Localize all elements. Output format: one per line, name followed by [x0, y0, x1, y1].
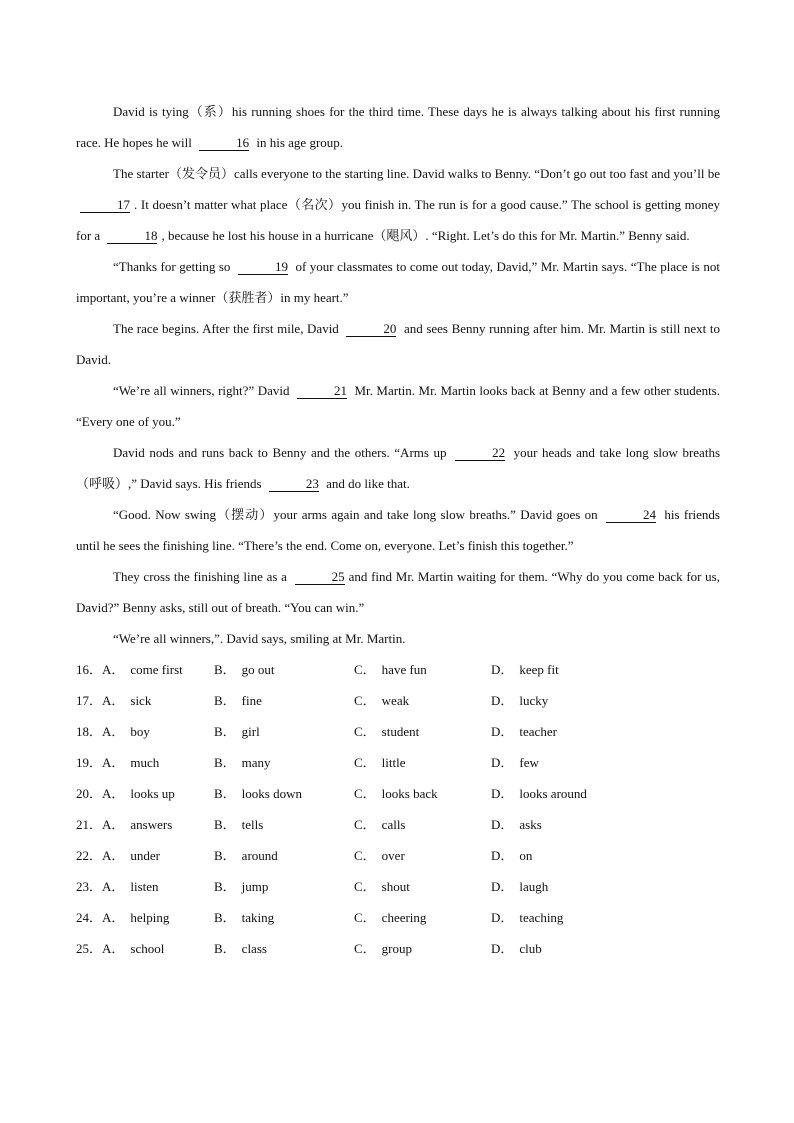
option-text: weak	[381, 693, 410, 708]
question-row	[76, 685, 720, 716]
option-letter: C．	[354, 786, 376, 801]
passage-text: David nods and runs back to Benny and the others. “Arms up	[113, 445, 452, 460]
option-d	[491, 685, 611, 716]
option-letter: A．	[102, 786, 125, 801]
option-letter: C．	[354, 941, 376, 956]
passage-paragraph	[76, 437, 720, 499]
option-text: shout	[381, 879, 410, 894]
option-a	[102, 654, 214, 685]
question-number: 19．	[76, 755, 103, 770]
passage-text: Mr. Martin. Mr. Martin looks back at Benny and a few other students. “Every one of you.”	[76, 383, 720, 429]
document-page	[76, 96, 720, 964]
blank-number: 25	[295, 570, 345, 585]
option-a	[102, 933, 214, 964]
option-letter: D．	[491, 724, 514, 739]
option-letter: D．	[491, 941, 514, 956]
option-b	[214, 654, 354, 685]
option-text: looks around	[519, 786, 587, 801]
blank-number: 16	[199, 136, 249, 151]
option-c	[354, 902, 491, 933]
option-text: looks down	[241, 786, 302, 801]
blank-number: 23	[269, 477, 319, 492]
passage-text: The race begins. After the first mile, David	[113, 321, 343, 336]
option-text: few	[519, 755, 539, 770]
option-text: asks	[519, 817, 542, 832]
option-letter: D．	[491, 848, 514, 863]
option-a	[102, 871, 214, 902]
blank-number: 18	[107, 229, 157, 244]
blank-number: 19	[238, 260, 288, 275]
option-letter: D．	[491, 755, 514, 770]
option-letter: A．	[102, 910, 125, 925]
option-c	[354, 809, 491, 840]
passage-text: “Good. Now swing（摆动）your arms again and take long slow breaths.” David goes on	[113, 507, 602, 522]
blank-number: 24	[606, 508, 656, 523]
option-a	[102, 840, 214, 871]
passage-text: your heads and take long slow breaths（呼吸）,” David says. His friends	[76, 445, 720, 491]
option-letter: A．	[102, 662, 125, 677]
option-a	[102, 716, 214, 747]
question-number: 24．	[76, 910, 103, 925]
option-c	[354, 747, 491, 778]
passage-text: and find Mr. Martin waiting for them. “Why do you come back for us, David?” Benny asks, still out of breath. “You can win.”	[76, 569, 720, 615]
option-text: lucky	[519, 693, 549, 708]
option-text: jump	[241, 879, 269, 894]
question-row	[76, 933, 720, 964]
passage-text: in his age group.	[253, 135, 344, 150]
question-row	[76, 747, 720, 778]
option-text: looks back	[381, 786, 438, 801]
option-letter: A．	[102, 817, 125, 832]
option-text: answers	[130, 817, 173, 832]
option-text: class	[241, 941, 267, 956]
passage-paragraph	[76, 313, 720, 375]
option-letter: D．	[491, 786, 514, 801]
option-text: have fun	[381, 662, 427, 677]
question-list	[76, 654, 720, 964]
option-text: on	[519, 848, 533, 863]
option-text: club	[519, 941, 542, 956]
passage-text: , because he lost his house in a hurricane（飓风）. “Right. Let’s do this for Mr. Martin.” Benny said.	[161, 228, 690, 243]
option-b	[214, 840, 354, 871]
option-letter: A．	[102, 724, 125, 739]
question-row	[76, 778, 720, 809]
option-text: around	[241, 848, 278, 863]
option-text: group	[381, 941, 413, 956]
option-text: girl	[241, 724, 260, 739]
option-b	[214, 778, 354, 809]
option-letter: A．	[102, 941, 125, 956]
question-row	[76, 654, 720, 685]
option-letter: D．	[491, 817, 514, 832]
option-letter: B．	[214, 817, 236, 832]
reading-passage	[76, 96, 720, 654]
option-text: many	[241, 755, 271, 770]
option-d	[491, 902, 611, 933]
passage-paragraph	[76, 499, 720, 561]
option-letter: B．	[214, 848, 236, 863]
option-letter: C．	[354, 848, 376, 863]
option-letter: D．	[491, 693, 514, 708]
option-letter: B．	[214, 786, 236, 801]
passage-text: and sees Benny running after him. Mr. Martin is still next to David.	[76, 321, 720, 367]
option-text: fine	[241, 693, 262, 708]
question-number: 25．	[76, 941, 103, 956]
option-text: sick	[130, 693, 152, 708]
option-letter: A．	[102, 693, 125, 708]
passage-text: “We’re all winners, right?” David	[113, 383, 293, 398]
option-text: come first	[130, 662, 183, 677]
option-letter: C．	[354, 693, 376, 708]
option-letter: B．	[214, 755, 236, 770]
passage-text: . It doesn’t matter what place（名次）you finish in. The run is for a good cause.” The school is getting money for a	[76, 197, 720, 243]
option-text: looks up	[130, 786, 175, 801]
question-row	[76, 840, 720, 871]
option-b	[214, 716, 354, 747]
question-number: 21．	[76, 817, 103, 832]
passage-text: “We’re all winners,”. David says, smiling at Mr. Martin.	[113, 631, 406, 646]
option-a	[102, 902, 214, 933]
option-a	[102, 747, 214, 778]
option-text: school	[130, 941, 165, 956]
question-row	[76, 809, 720, 840]
option-letter: D．	[491, 879, 514, 894]
option-d	[491, 778, 611, 809]
question-row	[76, 871, 720, 902]
question-number: 23．	[76, 879, 103, 894]
option-d	[491, 840, 611, 871]
passage-paragraph	[76, 158, 720, 251]
option-text: listen	[130, 879, 159, 894]
option-letter: B．	[214, 693, 236, 708]
option-text: keep fit	[519, 662, 559, 677]
passage-paragraph	[76, 96, 720, 158]
blank-number: 20	[346, 322, 396, 337]
option-text: over	[381, 848, 405, 863]
option-text: under	[130, 848, 160, 863]
option-a	[102, 809, 214, 840]
question-number: 17．	[76, 693, 103, 708]
passage-text: his friends until he sees the finishing line. “There’s the end. Come on, everyone. Let’s finish this together.”	[76, 507, 720, 553]
question-row	[76, 716, 720, 747]
option-letter: C．	[354, 724, 376, 739]
option-b	[214, 685, 354, 716]
option-text: tells	[241, 817, 264, 832]
option-c	[354, 778, 491, 809]
option-d	[491, 809, 611, 840]
option-d	[491, 933, 611, 964]
option-c	[354, 933, 491, 964]
option-letter: A．	[102, 848, 125, 863]
option-text: little	[381, 755, 406, 770]
option-letter: C．	[354, 662, 376, 677]
option-b	[214, 871, 354, 902]
option-d	[491, 871, 611, 902]
option-letter: A．	[102, 879, 125, 894]
option-text: boy	[130, 724, 150, 739]
option-text: calls	[381, 817, 406, 832]
passage-paragraph	[76, 375, 720, 437]
passage-text: David is tying（系）his running shoes for the third time. These days he is always talking about his first running race. He hopes he will	[76, 104, 720, 150]
option-c	[354, 685, 491, 716]
question-number: 20．	[76, 786, 103, 801]
question-row	[76, 902, 720, 933]
option-text: teaching	[519, 910, 564, 925]
option-d	[491, 747, 611, 778]
option-text: teacher	[519, 724, 557, 739]
option-c	[354, 840, 491, 871]
passage-text: “Thanks for getting so	[113, 259, 234, 274]
option-b	[214, 747, 354, 778]
option-letter: B．	[214, 662, 236, 677]
passage-text: of your classmates to come out today, David,” Mr. Martin says. “The place is not important, you’re a winner（获胜者）in my heart.”	[76, 259, 720, 305]
passage-text: The starter（发令员）calls everyone to the starting line. David walks to Benny. “Don’t go out too fast and you’ll be	[113, 166, 720, 181]
blank-number: 22	[455, 446, 505, 461]
option-letter: C．	[354, 755, 376, 770]
option-b	[214, 933, 354, 964]
option-text: taking	[241, 910, 275, 925]
option-text: laugh	[519, 879, 549, 894]
option-text: student	[381, 724, 420, 739]
option-letter: D．	[491, 910, 514, 925]
blank-number: 21	[297, 384, 347, 399]
option-a	[102, 778, 214, 809]
option-text: helping	[130, 910, 170, 925]
passage-text: and do like that.	[322, 476, 410, 491]
option-text: much	[130, 755, 160, 770]
option-letter: B．	[214, 910, 236, 925]
option-a	[102, 685, 214, 716]
passage-paragraph	[76, 561, 720, 623]
option-b	[214, 809, 354, 840]
passage-paragraph	[76, 251, 720, 313]
option-letter: B．	[214, 879, 236, 894]
option-letter: B．	[214, 941, 236, 956]
option-c	[354, 716, 491, 747]
option-letter: C．	[354, 817, 376, 832]
option-text: go out	[241, 662, 275, 677]
passage-paragraph	[76, 623, 720, 654]
option-text: cheering	[381, 910, 427, 925]
option-b	[214, 902, 354, 933]
option-d	[491, 716, 611, 747]
question-number: 18．	[76, 724, 103, 739]
option-letter: C．	[354, 879, 376, 894]
blank-number: 17	[80, 198, 130, 213]
option-letter: D．	[491, 662, 514, 677]
option-c	[354, 871, 491, 902]
question-number: 16．	[76, 662, 103, 677]
passage-text: They cross the finishing line as a	[113, 569, 291, 584]
option-d	[491, 654, 611, 685]
question-number: 22．	[76, 848, 103, 863]
option-letter: B．	[214, 724, 236, 739]
option-letter: A．	[102, 755, 125, 770]
option-c	[354, 654, 491, 685]
option-letter: C．	[354, 910, 376, 925]
